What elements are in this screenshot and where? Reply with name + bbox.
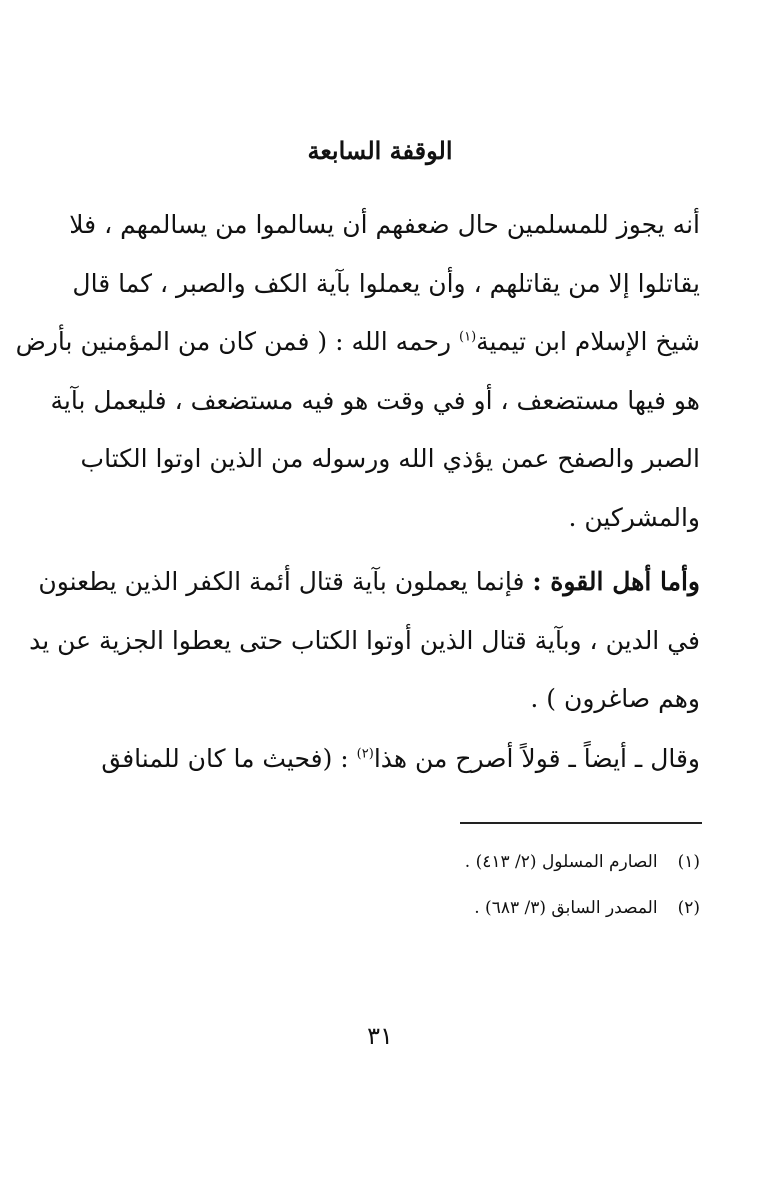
footnote-1-text: الصارم المسلول (٢/ ٤١٣) . [464,852,658,872]
footnote-2 [300,896,700,920]
paragraph-3-line-1 [101,730,700,789]
footnote-1 [300,850,700,874]
paragraph-1-line-1: أنه يجوز للمسلمين حال ضعفهم أن يسالموا من يسالمهم ، فلا [69,210,700,239]
footnote-ref-1: (١) [459,329,477,345]
paragraph-1-line-3-start: شيخ الإسلام ابن تيمية [476,327,700,356]
paragraph-1-line-5: الصبر والصفح عمن يؤذي الله ورسوله من الذين اوتوا الكتاب [80,444,700,473]
paragraph-2-line-1-rest: فإنما يعملون بآية قتال أئمة الكفر الذين يطعنون [38,567,533,596]
paragraph-3-line-1-end: : (فحيث ما كان للمنافق [101,744,357,773]
paragraph-1-line-3 [15,313,700,372]
paragraph-2-lead: وأما أهل القوة : [532,567,700,596]
paragraph-2-line-3: وهم صاغرون ) . [530,684,700,713]
paragraph-1-line-3-end: رحمه الله : ( فمن كان من المؤمنين بأرض [15,327,459,356]
footnote-1-number: (١) [677,852,700,872]
paragraph-1-line-4: هو فيها مستضعف ، أو في وقت هو فيه مستضعف ، فليعمل بآية [50,385,700,415]
paragraph-1-line-2: يقاتلوا إلا من يقاتلهم ، وأن يعملوا بآية الكف والصبر ، كما قال [72,268,700,298]
footnote-2-number: (٢) [677,898,700,918]
paragraph-2 [29,553,700,729]
paragraph-1 [15,196,700,547]
paragraph-1-line-6: والمشركين . [568,502,700,532]
section-title: الوقفة السابعة [307,136,453,165]
page-number: ٣١ [367,1022,393,1050]
paragraph-3 [101,730,700,789]
footnote-2-text: المصدر السابق (٣/ ٦٨٣) . [474,898,658,918]
paragraph-2-line-2: في الدين ، وبآية قتال الذين أوتوا الكتاب حتى يعطوا الجزية عن يد [29,625,700,655]
footnote-divider [460,822,702,824]
paragraph-2-line-1 [38,553,700,612]
paragraph-3-line-1-start: وقال ـ أيضاً ـ قولاً أصرح من هذا [373,744,700,773]
footnote-ref-2: (٢) [356,746,374,762]
